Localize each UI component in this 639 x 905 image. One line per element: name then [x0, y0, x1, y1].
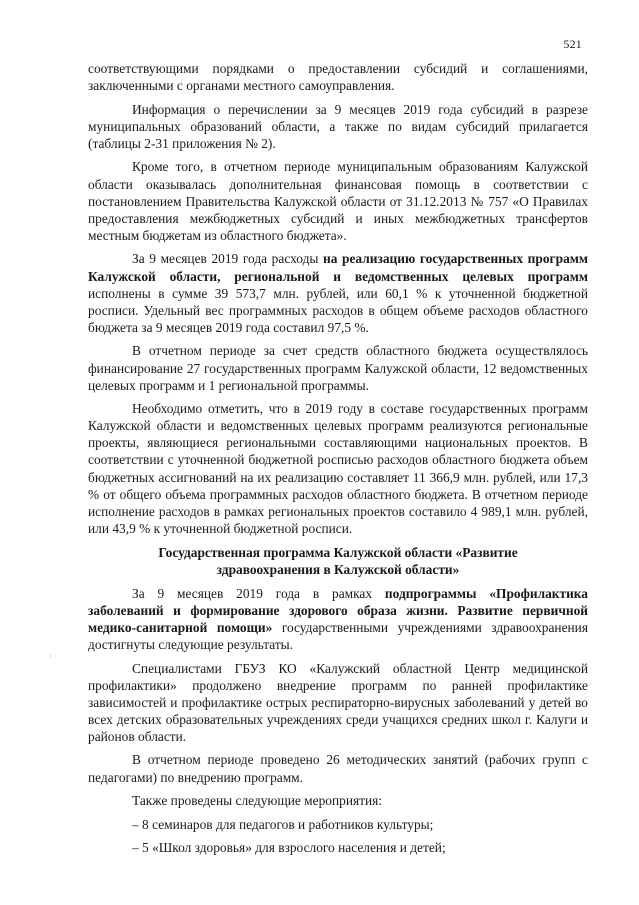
paragraph-events-intro: Также проведены следующие мероприятия: [132, 793, 383, 809]
paragraph-methodical-sessions: В отчетном периоде проведено 26 методических занятий (рабочих групп с педагогами) по внедрению программ. [88, 752, 588, 785]
list-item: – 8 семинаров для педагогов и работников культуры; [132, 816, 434, 832]
paragraph-financial-aid: Кроме того, в отчетном периоде муниципальным образованиям Калужской области оказывалась дополнительная финансовая помощь в соответствии с постановлением Правительства Калужской области от 31.12.2013 № 757 «О Правилах предоставления межбюджетных субсидий и иных межбюджетных трансфертов местным бюджетам из областного бюджета». [88, 159, 588, 243]
text-run: За 9 месяцев 2019 года в рамках [132, 585, 385, 601]
list-item: – 5 «Школ здоровья» для взрослого населения и детей; [132, 840, 446, 856]
paragraph-prevention-center: Специалистами ГБУЗ КО «Калужский областной Центр медицинской профилактики» продолжено внедрение программ по ранней профилактике зависимостей и профилактике острых респираторно-вирусных заболеваний у детей во всех детских образовательных учреждениях среди учащихся средних школ г. Калуги и районов области. [88, 660, 588, 744]
paragraph-subsidy-info: Информация о перечислении за 9 месяцев 2019 года субсидий в разрезе муниципальных образований области, а также по видам субсидий прилагается (таблицы 2-31 приложения № 2). [88, 101, 588, 151]
paragraph-program-expenses [88, 250, 588, 335]
page-number: 521 [563, 37, 582, 51]
section-heading: Государственная программа Калужской области «Развитие здравоохранения в Калужской области» [158, 544, 518, 578]
paragraph-subprogram [88, 585, 588, 653]
paragraph-subsidy-procedures: соответствующими порядками о предоставлении субсидий и соглашениями, заключенными с органами местного самоуправления. [88, 61, 588, 94]
paragraph-regional-projects: Необходимо отметить, что в 2019 году в составе государственных программ Калужской области и ведомственных целевых программ реализуются региональные проекты, являющиеся региональными составляющими национальных проектов. В соответствии с уточненной бюджетной росписью расходов областного бюджета объем бюджетных ассигнований на их реализацию составляет 11 366,9 млн. рублей, или 17,3 % от общего объема программных расходов областного бюджета. В отчетном периоде исполнение расходов в рамках региональных проектов составило 4 989,1 млн. рублей, или 43,9 % к уточненной бюджетной росписи. [88, 401, 588, 536]
text-run: исполнены в сумме 39 573,7 млн. рублей, или 60,1 % к уточненной бюджетной росписи. Удельный вес программных расходов в общем объеме расходов областного бюджета за 9 месяцев 2019 года составил 97,5 %. [88, 285, 588, 335]
bold-text-run: подпрограммы «Профилактика заболеваний и формирование здорового образа жизни. Развитие первичной медико-санитарной помощи» [88, 585, 588, 635]
scan-mark [50, 655, 51, 657]
document-body [88, 60, 588, 856]
text-run: государственными учреждениями здравоохранения достигнуты следующие результаты. [88, 619, 589, 652]
text-run: За 9 месяцев 2019 года расходы [132, 251, 324, 267]
bold-text-run: на реализацию государственных программ Калужской области, региональной и ведомственных целевых программ [88, 251, 589, 284]
paragraph-program-financing: В отчетном периоде за счет средств областного бюджета осуществлялось финансирование 27 государственных программ Калужской области, 12 ведомственных целевых программ и 1 региональной программы. [88, 343, 588, 393]
